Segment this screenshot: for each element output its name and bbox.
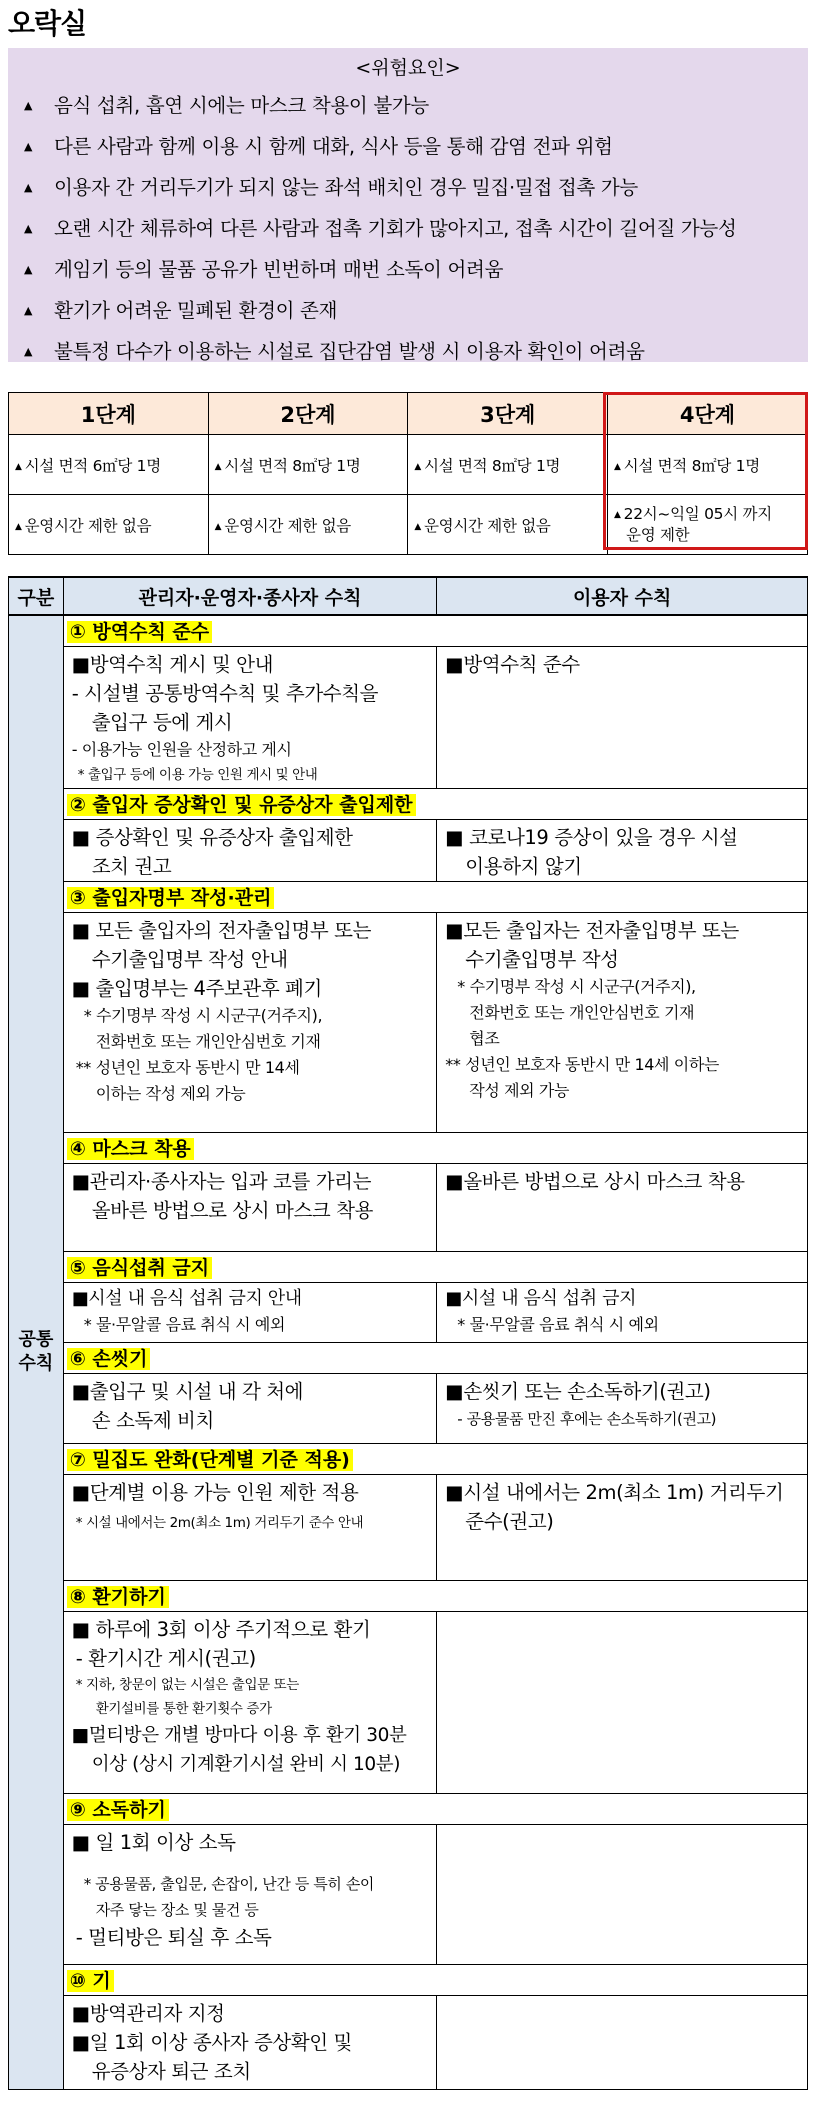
section-title: ⑧ 환기하기: [63, 1580, 807, 1611]
user-rule-cell: [437, 1995, 808, 2089]
manager-rule-cell: ■ 하루에 3회 이상 주기적으로 환기 - 환기시간 게시(권고) * 지하, 창문이 없는 시설은 출입문 또는 환기설비를 통한 환기횟수 증가 ■멀티방은 개별 방마다 이용 후 환기 30분 이상 (상시 기계환기시설 완비 시 10분): [63, 1611, 437, 1793]
risk-item: ▲ 환기가 어려운 밀폐된 환경이 존재: [8, 290, 808, 331]
risk-factors-box: [8, 48, 808, 362]
section-title: ⑩ 기: [63, 1964, 807, 1995]
manager-rule-cell: ■단계별 이용 가능 인원 제한 적용 * 시설 내에서는 2m(최소 1m) 거리두기 준수 안내: [63, 1474, 437, 1580]
section-title: ③ 출입자명부 작성·관리: [63, 881, 807, 912]
risk-factors-heading: <위험요인>: [355, 57, 461, 79]
page-title: 오락실: [8, 7, 87, 40]
triangle-bullet-icon: ▲: [24, 222, 33, 235]
triangle-bullet-icon: ▲: [414, 521, 421, 532]
triangle-bullet-icon: ▲: [24, 263, 33, 276]
section-title: ⑨ 소독하기: [63, 1793, 807, 1824]
stage-area-cell: ▲ 시설 면적 8㎡당 1명: [608, 435, 808, 495]
section-title: ⑤ 음식섭취 금지: [63, 1251, 807, 1282]
manager-rule-cell: ■ 모든 출입자의 전자출입명부 또는 수기출입명부 작성 안내 ■ 출입명부는 4주보관후 폐기 * 수기명부 작성 시 시군구(거주지), 전화번호 또는 개인안심번호 기재 ** 성년인 보호자 동반시 만 14세 이하는 작성 제외 가능: [63, 912, 437, 1132]
user-rule-cell: ■모든 출입자는 전자출입명부 또는 수기출입명부 작성 * 수기명부 작성 시 시군구(거주지), 전화번호 또는 개인안심번호 기재 협조 ** 성년인 보호자 동반시 만 14세 이하는 작성 제외 가능: [437, 912, 808, 1132]
triangle-bullet-icon: ▲: [614, 461, 621, 472]
stage-hours-cell: ▲ 운영시간 제한 없음: [408, 495, 608, 555]
risk-item: ▲ 오랜 시간 체류하여 다른 사람과 접촉 기회가 많아지고, 접촉 시간이 길어질 가능성: [8, 208, 808, 249]
triangle-bullet-icon: ▲: [214, 461, 222, 472]
manager-rule-cell: ■ 증상확인 및 유증상자 출입제한 조치 권고: [63, 819, 437, 881]
risk-item: ▲ 불특정 다수가 이용하는 시설로 집단감염 발생 시 이용자 확인이 어려움: [8, 331, 808, 372]
user-rule-cell: ■올바른 방법으로 상시 마스크 착용: [437, 1163, 808, 1251]
triangle-bullet-icon: ▲: [24, 99, 33, 112]
user-rule-cell: ■ 코로나19 증상이 있을 경우 시설 이용하지 않기: [437, 819, 808, 881]
triangle-bullet-icon: ▲: [614, 510, 621, 520]
category-cell: 공통 수칙: [9, 615, 64, 2089]
manager-rule-cell: ■방역수칙 게시 및 안내 - 시설별 공통방역수칙 및 추가수칙을 출입구 등에 게시 - 이용가능 인원을 산정하고 게시 * 출입구 등에 이용 가능 인원 게시 및 안내: [63, 646, 437, 788]
stage-area-cell: ▲ 시설 면적 6㎡당 1명: [9, 435, 209, 495]
manager-rule-cell: ■관리자·종사자는 입과 코를 가리는 올바른 방법으로 상시 마스크 착용: [63, 1163, 437, 1251]
triangle-bullet-icon: ▲: [414, 461, 421, 472]
stage-header-2: 2단계: [208, 393, 408, 435]
risk-item: ▲ 음식 섭취, 흡연 시에는 마스크 착용이 불가능: [8, 85, 808, 126]
section-title: ② 출입자 증상확인 및 유증상자 출입제한: [63, 788, 807, 819]
manager-rule-cell: ■방역관리자 지정 ■일 1회 이상 종사자 증상확인 및 유증상자 퇴근 조치: [63, 1995, 437, 2089]
user-rule-cell: ■시설 내 음식 섭취 금지 * 물·무알콜 음료 취식 시 예외: [437, 1282, 808, 1342]
stage-area-cell: ▲ 시설 면적 8㎡당 1명: [408, 435, 608, 495]
risk-item: ▲ 다른 사람과 함께 이용 시 함께 대화, 식사 등을 통해 감염 전파 위험: [8, 126, 808, 167]
risk-item: ▲ 게임기 등의 물품 공유가 빈번하며 매번 소독이 어려움: [8, 249, 808, 290]
rules-table: [8, 576, 808, 2090]
stage-header-1: 1단계: [9, 393, 209, 435]
triangle-bullet-icon: ▲: [15, 461, 22, 472]
col-header-manager: 관리자·운영자·종사자 수칙: [63, 577, 437, 615]
risk-item: ▲ 이용자 간 거리두기가 되지 않는 좌석 배치인 경우 밀집·밀접 접촉 가능: [8, 167, 808, 208]
section-title: ⑥ 손씻기: [63, 1342, 807, 1373]
user-rule-cell: ■시설 내에서는 2m(최소 1m) 거리두기 준수(권고): [437, 1474, 808, 1580]
triangle-bullet-icon: ▲: [24, 181, 33, 194]
col-header-category: 구분: [9, 577, 64, 615]
user-rule-cell: [437, 1611, 808, 1793]
stage-hours-cell: ▲ 22시~익일 05시 까지 운영 제한: [608, 495, 808, 555]
stage-area-cell: ▲ 시설 면적 8㎡당 1명: [208, 435, 408, 495]
stage-hours-cell: ▲ 운영시간 제한 없음: [208, 495, 408, 555]
user-rule-cell: [437, 1824, 808, 1964]
col-header-user: 이용자 수칙: [437, 577, 808, 615]
manager-rule-cell: ■출입구 및 시설 내 각 처에 손 소독제 비치: [63, 1373, 437, 1443]
stage-table: [8, 392, 808, 555]
user-rule-cell: ■손씻기 또는 손소독하기(권고) - 공용물품 만진 후에는 손소독하기(권고): [437, 1373, 808, 1443]
triangle-bullet-icon: ▲: [15, 521, 22, 532]
stage-hours-cell: ▲ 운영시간 제한 없음: [9, 495, 209, 555]
triangle-bullet-icon: ▲: [24, 140, 33, 153]
section-title: ④ 마스크 착용: [63, 1132, 807, 1163]
section-title: ① 방역수칙 준수: [63, 615, 807, 646]
triangle-bullet-icon: ▲: [24, 304, 33, 317]
stage-header-3: 3단계: [408, 393, 608, 435]
triangle-bullet-icon: ▲: [214, 521, 222, 532]
section-title: ⑦ 밀집도 완화(단계별 기준 적용): [63, 1443, 807, 1474]
manager-rule-cell: ■ 일 1회 이상 소독 * 공용물품, 출입문, 손잡이, 난간 등 특히 손이 자주 닿는 장소 및 물건 등 - 멀티방은 퇴실 후 소독: [63, 1824, 437, 1964]
stage-header-4: 4단계: [608, 393, 808, 435]
manager-rule-cell: ■시설 내 음식 섭취 금지 안내 * 물·무알콜 음료 취식 시 예외: [63, 1282, 437, 1342]
user-rule-cell: ■방역수칙 준수: [437, 646, 808, 788]
triangle-bullet-icon: ▲: [24, 345, 33, 358]
